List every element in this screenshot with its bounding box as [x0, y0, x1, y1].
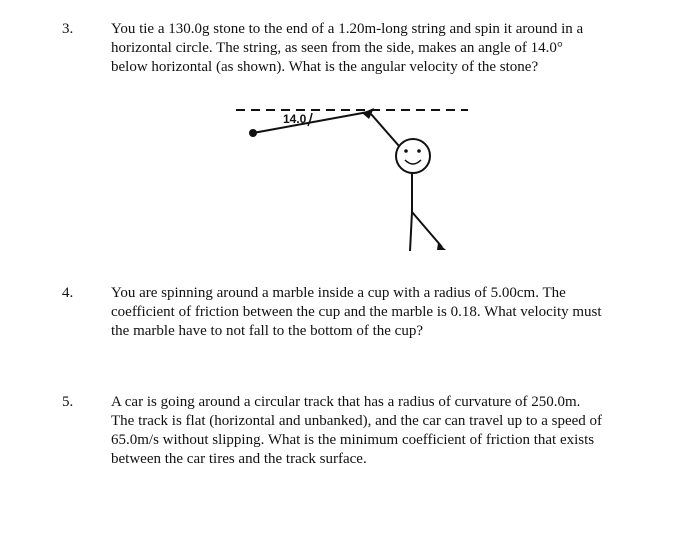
problem-4-line-2: coefficient of friction between the cup and the marble is 0.18. What velocity must	[111, 304, 602, 320]
stick-figure-arm	[371, 114, 399, 146]
stone-dot	[249, 129, 257, 137]
problem-3-number: 3.	[62, 21, 74, 37]
angle-label: 14.0	[283, 112, 307, 126]
problem-3-line-2: horizontal circle. The string, as seen from the side, makes an angle of 14.0°	[111, 40, 563, 56]
stick-figure-left-eye	[404, 149, 408, 153]
problem-5-number: 5.	[62, 394, 74, 410]
stick-figure-right-leg	[412, 212, 442, 247]
problem-5-line-3: 65.0m/s without slipping. What is the minimum coefficient of friction that exists	[111, 432, 595, 448]
problem-5-line-4: between the car tires and the track surface.	[111, 451, 367, 467]
stick-figure-head	[396, 139, 430, 173]
problem-3-line-3: below horizontal (as shown). What is the angular velocity of the stone?	[111, 59, 539, 75]
problem-4-line-1: You are spinning around a marble inside a cup with a radius of 5.00cm. The	[111, 285, 566, 301]
problem-5-line-1: A car is going around a circular track that has a radius of curvature of 250.0m.	[111, 394, 581, 410]
stick-figure-foot	[437, 243, 446, 250]
problem-4-line-3: the marble have to not fall to the bottom of the cup?	[111, 323, 423, 339]
problem-5-line-2: The track is flat (horizontal and unbanked), and the car can travel up to a speed of	[111, 413, 603, 429]
stick-figure-left-leg	[410, 212, 412, 251]
problem-3-line-1: You tie a 130.0g stone to the end of a 1.20m-long string and spin it around in a	[111, 21, 584, 37]
stick-figure-right-eye	[417, 149, 421, 153]
problem-4-text	[111, 284, 651, 341]
problem-4-number: 4.	[62, 285, 74, 301]
stick-figure-smile	[405, 160, 421, 164]
problem-5-text	[111, 393, 651, 469]
